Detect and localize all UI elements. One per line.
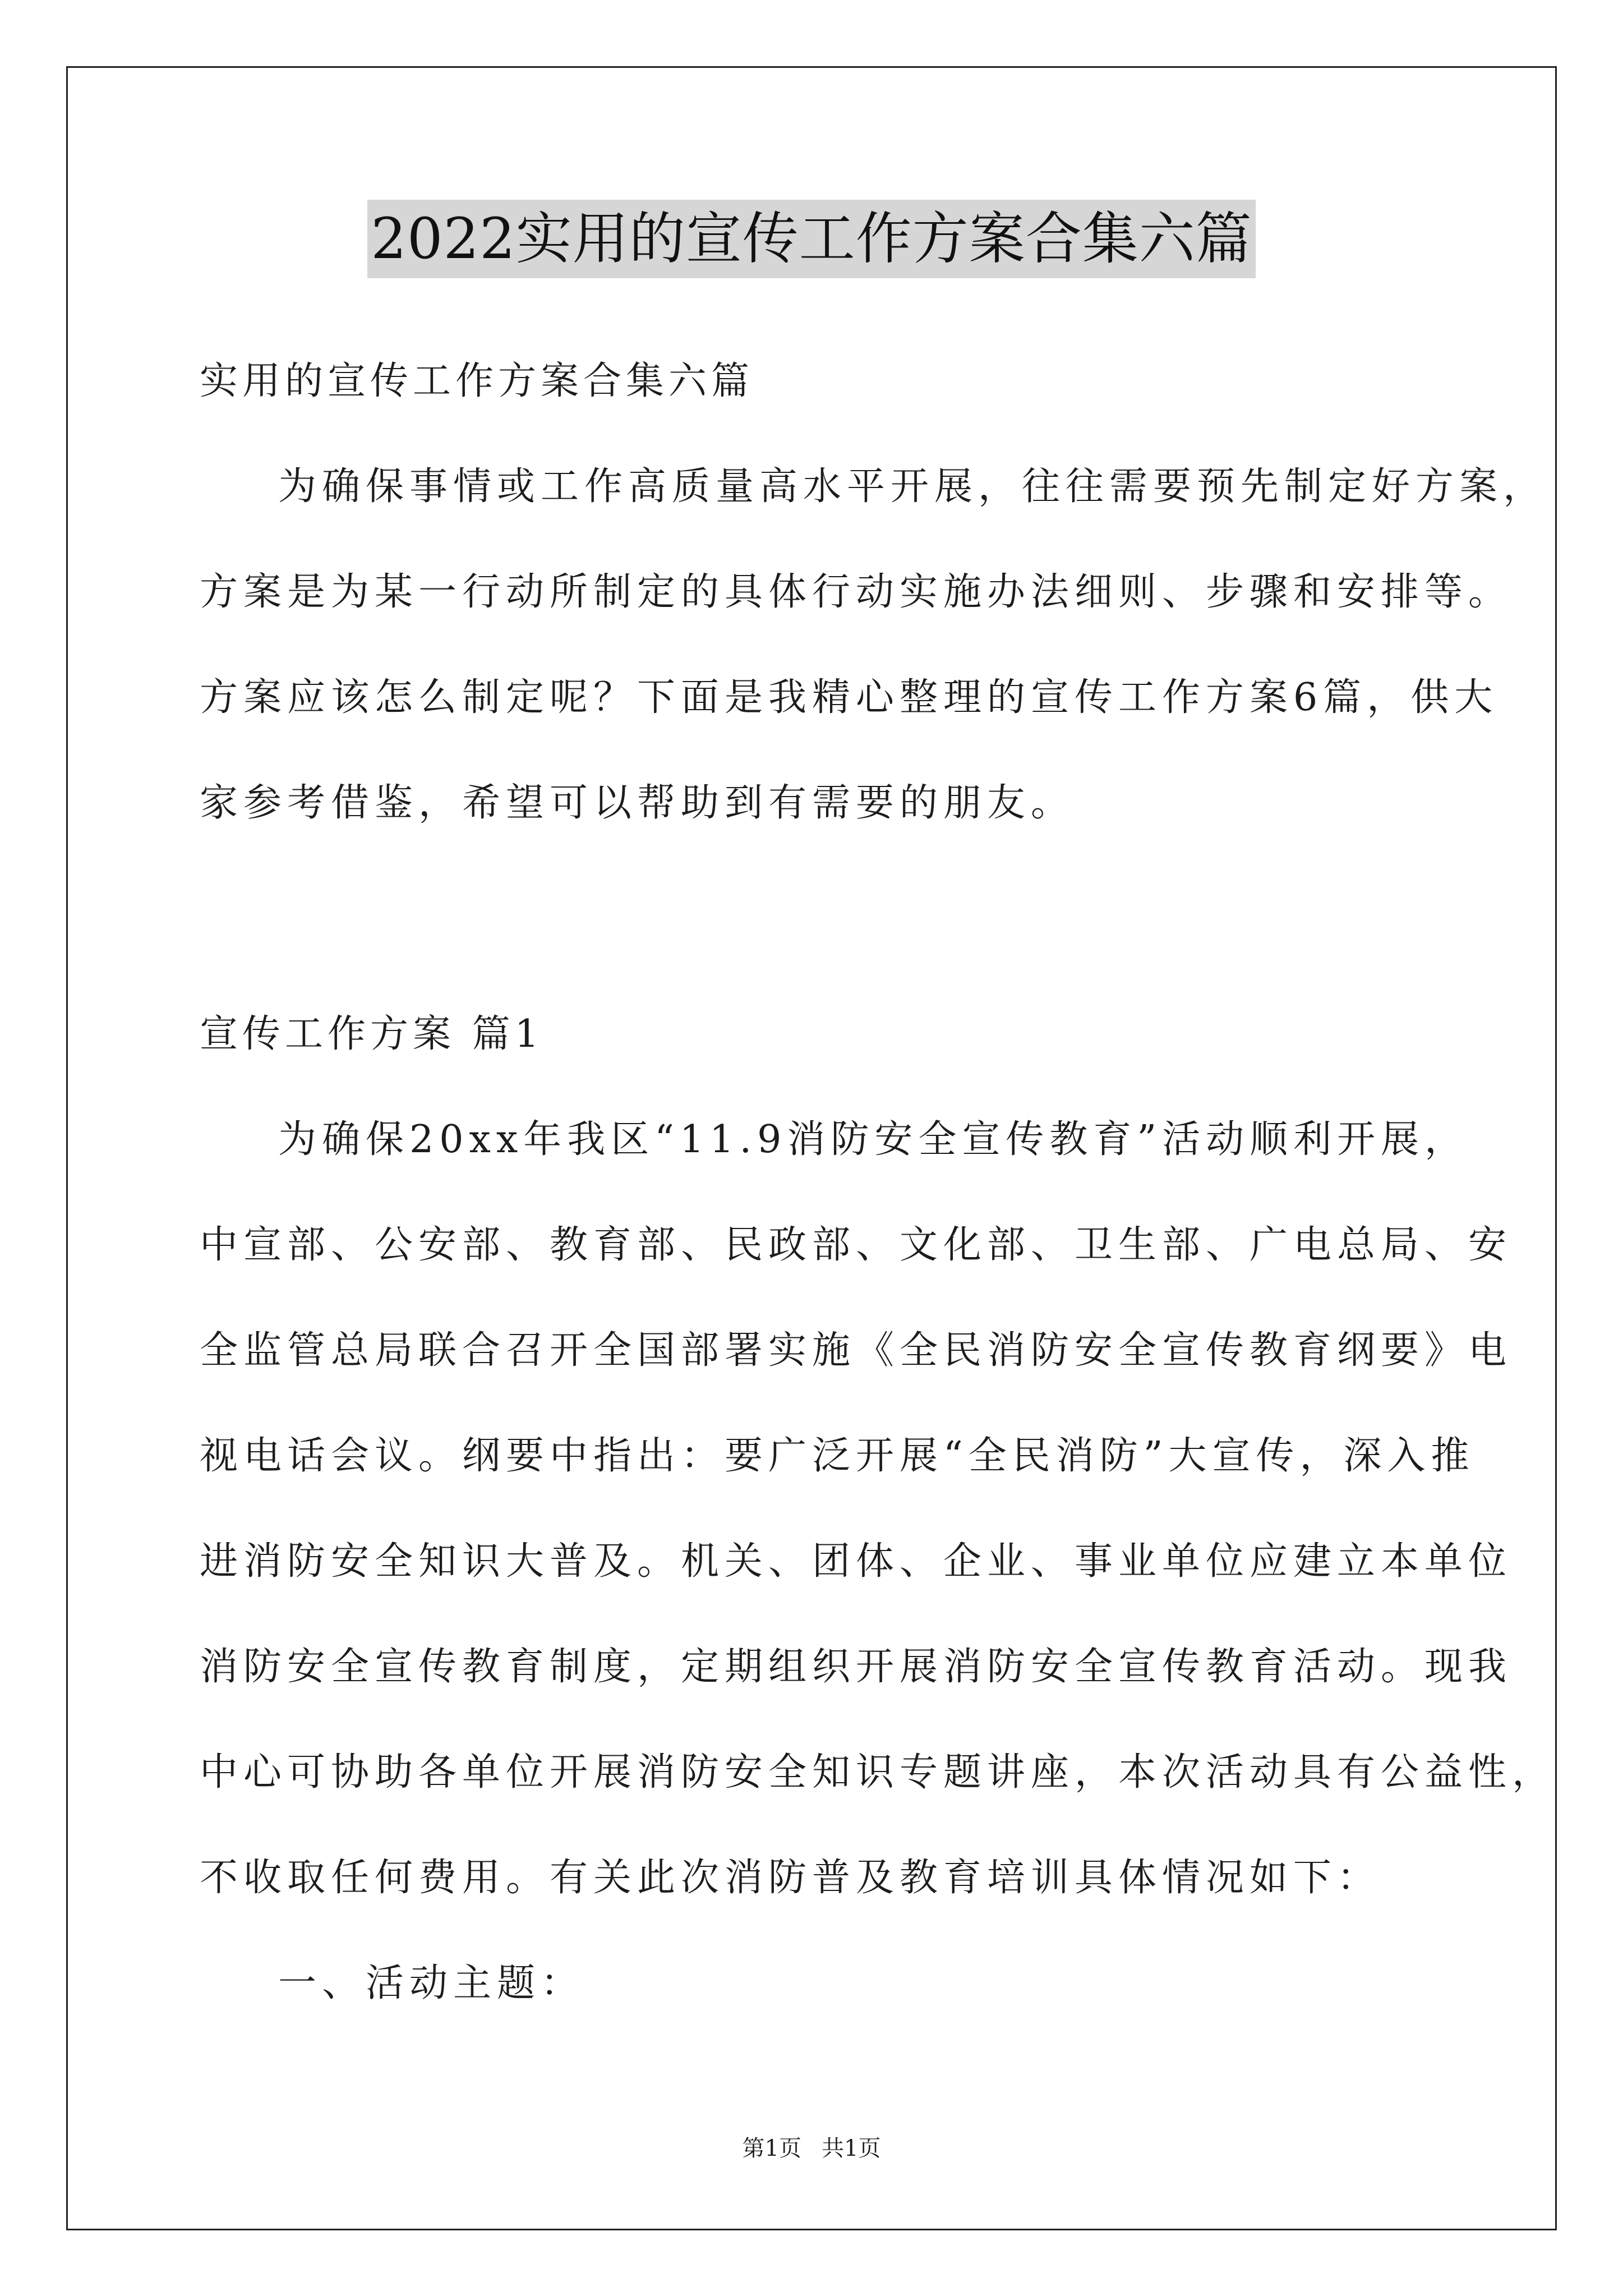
title-wrapper [0,200,1623,278]
section-heading: 宣传工作方案 篇1 [200,1012,543,1056]
page-number-total: 共1页 [822,2136,881,2161]
section-line-2: 中宣部、公安部、教育部、民政部、文化部、卫生部、广电总局、安 [200,1223,1513,1267]
section-line-5: 进消防安全知识大普及。机关、团体、企业、事业单位应建立本单位 [200,1539,1513,1584]
section-line-4: 视电话会议。纲要中指出：要广泛开展“全民消防”大宣传，深入推 [200,1434,1475,1478]
section-line-1: 为确保20xx年我区“11.9消防安全宣传教育”活动顺利开展， [278,1117,1469,1162]
intro-line-1: 为确保事情或工作高质量高水平开展，往往需要预先制定好方案， [278,464,1547,509]
section-line-9: 一、活动主题： [278,1961,585,2005]
section-line-7: 中心可协助各单位开展消防安全知识专题讲座，本次活动具有公益性， [200,1750,1556,1795]
intro-line-3: 方案应该怎么制定呢？下面是我精心整理的宣传工作方案6篇，供大 [200,675,1498,720]
section-line-6: 消防安全宣传教育制度，定期组织开展消防安全宣传教育活动。现我 [200,1645,1513,1689]
intro-line-4: 家参考借鉴，希望可以帮助到有需要的朋友。 [200,781,1075,825]
document-title: 2022实用的宣传工作方案合集六篇 [367,200,1256,278]
page-number-current: 第1页 [742,2136,801,2161]
document-subtitle: 实用的宣传工作方案合集六篇 [200,359,754,403]
page-footer [0,2132,1623,2165]
intro-line-2: 方案是为某一行动所制定的具体行动实施办法细则、步骤和安排等。 [200,570,1513,614]
section-line-8: 不收取任何费用。有关此次消防普及教育培训具体情况如下： [200,1856,1381,1900]
section-line-3: 全监管总局联合召开全国部署实施《全民消防安全宣传教育纲要》电 [200,1328,1513,1373]
